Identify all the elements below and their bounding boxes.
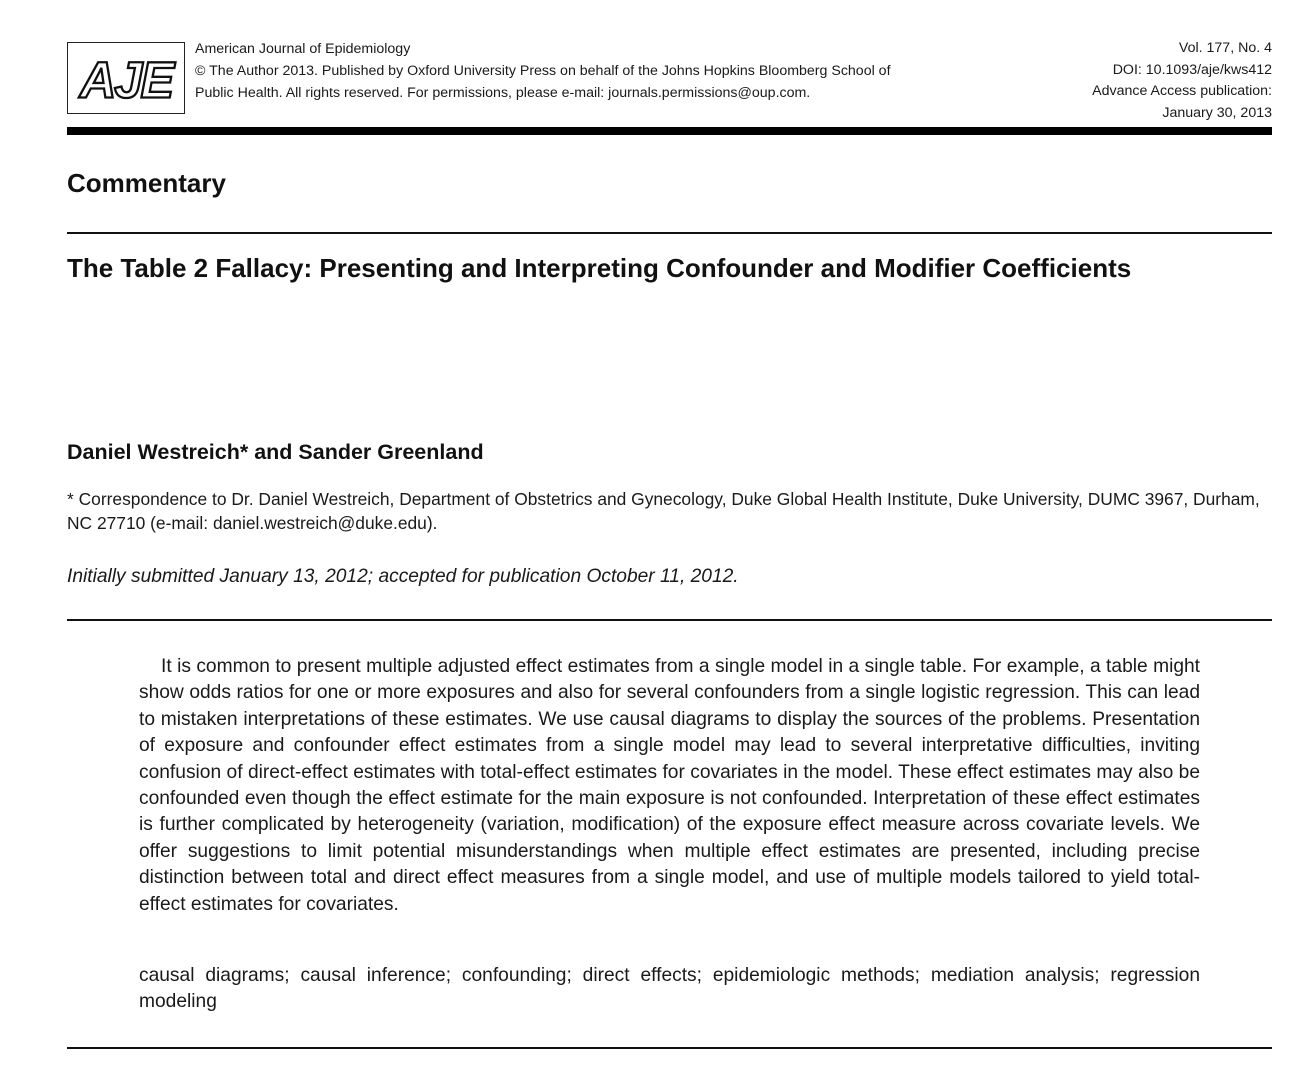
abstract: It is common to present multiple adjusted effect estimates from a single model in a single table. For example, a table might show odds ratios for one or more exposures and also for several confounders from a single logistic regression. This can lead to mistaken interpretations of these estimates. We use causal diagrams to display the sources of the problems. Presentation of exposure and confounder effect estimates from a single model may lead to several interpretative difficulties, inviting confusion of direct-effect estimates with total-effect estimates for covariates in the model. These effect estimates may also be confounded even though the effect estimate for the main exposure is not confounded. Interpretation of these effect estimates is further complicated by heterogeneity (variation, modification) of the exposure effect measure across covariate levels. We offer suggestions to limit potential misunderstandings when multiple effect estimates are presented, including precise distinction between total and direct effect measures from a single model, and use of multiple models tailored to yield total-effect estimates for covariates. — [139, 656, 1200, 915]
submission-dates: Initially submitted January 13, 2012; accepted for publication October 11, 2012. — [67, 566, 739, 587]
journal-logo — [67, 42, 185, 114]
publication-info — [1012, 38, 1272, 124]
journal-name: American Journal of Epidemiology — [195, 41, 411, 57]
logo-text: AJE — [79, 51, 173, 109]
abstract-bottom-divider — [67, 1047, 1272, 1049]
article-title: The Table 2 Fallacy: Presenting and Interpreting Confounder and Modifier Coefficients — [67, 253, 1132, 283]
advance-access-date: January 30, 2013 — [1162, 104, 1272, 121]
correspondence-note: * Correspondence to Dr. Daniel Westreich, Department of Obstetrics and Gynecology, Duke Global Health Institute, Duke University, DUMC 3967, Durham, NC 27710 (e-mail: daniel.westreich@duke.edu). — [67, 489, 1260, 533]
journal-header-info — [195, 38, 985, 104]
copyright-line-2: Public Health. All rights reserved. For permissions, please e-mail: journals.permissions@oup.com. — [195, 85, 811, 101]
section-divider — [67, 232, 1272, 234]
volume-issue: Vol. 177, No. 4 — [1178, 40, 1272, 56]
aje-logo-icon — [68, 43, 184, 113]
section-label: Commentary — [67, 168, 226, 198]
copyright-line-1: © The Author 2013. Published by Oxford University Press on behalf of the Johns Hopkins Bloomberg School of — [195, 63, 891, 79]
keywords: causal diagrams; causal inference; confounding; direct effects; epidemiologic methods; mediation analysis; regression modeling — [139, 965, 1200, 1013]
abstract-top-divider — [67, 619, 1272, 621]
advance-access-label: Advance Access publication: — [1092, 83, 1272, 99]
authors: Daniel Westreich* and Sander Greenland — [67, 440, 484, 464]
header-divider — [67, 127, 1272, 135]
doi: DOI: 10.1093/aje/kws412 — [1112, 61, 1272, 78]
